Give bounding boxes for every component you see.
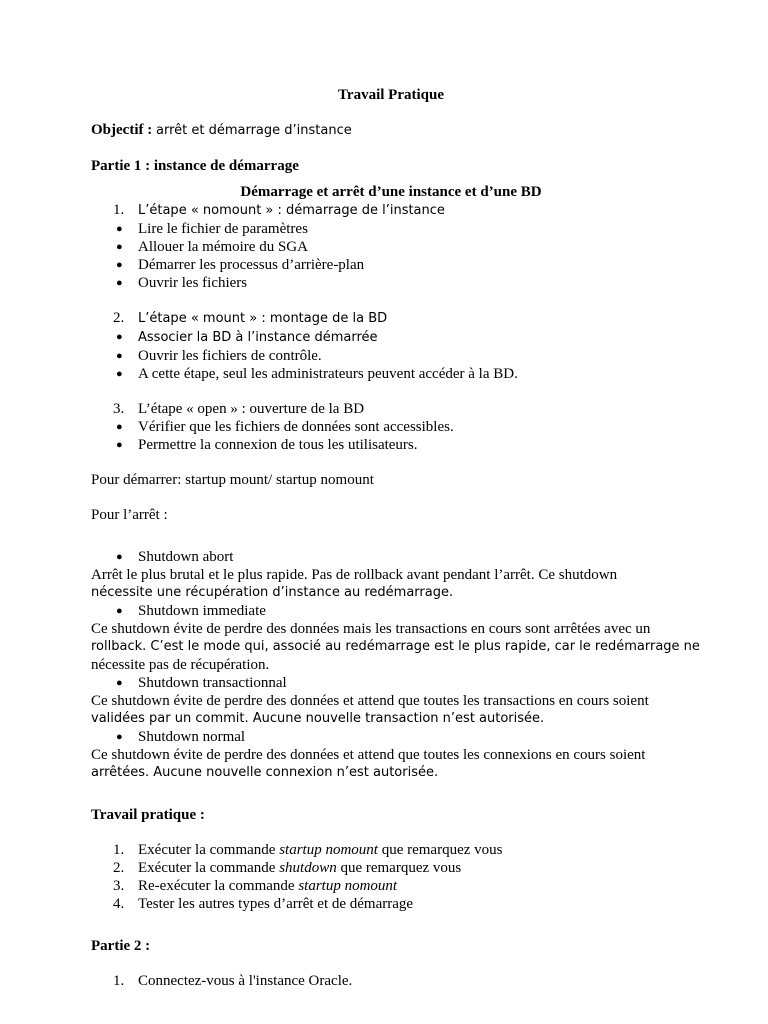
bullet-icon: ● [116,331,123,343]
list-item-text: A cette étape, seul les administrateurs peuvent accéder à la BD. [138,366,518,382]
step-1 [91,201,691,220]
list-item [91,220,691,238]
list-item [91,859,691,877]
bullet-icon: ● [116,368,123,380]
item-pre: Exécuter la commande [138,842,280,858]
step-text: L’étape « nomount » : démarrage de l’instance [138,203,445,218]
shutdown-name: Shutdown immediate [138,603,266,619]
item-number: 3. [113,878,125,894]
doc-title: Travail Pratique [338,87,444,103]
step-number: 1. [113,202,125,218]
list-item [91,347,691,365]
demarrer-line: Pour démarrer: startup mount/ startup nomount [91,472,374,488]
item-pre: Exécuter la commande [138,860,280,876]
shutdown-desc-line: nécessite pas de récupération. [91,657,270,673]
shutdown-item [91,602,691,620]
objectif-line [91,121,691,140]
partie1-subheading: Démarrage et arrêt d’une instance et d’une BD [240,184,542,200]
step-text: L’étape « mount » : montage de la BD [138,311,388,326]
objectif-label: Objectif : [91,122,153,138]
item-pre: Re-exécuter la commande [138,878,299,894]
document-page [91,86,700,990]
list-item-text: Associer la BD à l’instance démarrée [138,330,378,345]
bullet-icon: ● [116,277,123,289]
command-text: startup nomount [279,842,378,858]
item-text: Connectez-vous à l'instance Oracle. [138,973,353,989]
shutdown-desc-line: nécessite une récupération d’instance au redémarrage. [91,585,454,600]
list-item-text: Démarrer les processus d’arrière-plan [138,257,365,273]
list-item [91,972,691,990]
command-text: startup nomount [298,878,398,894]
bullet-icon: ● [116,439,123,451]
item-pre: Tester les autres types d’arrêt et de démarrage [138,896,414,912]
bullet-icon: ● [116,551,123,563]
step-3 [91,400,691,418]
shutdown-desc-line: Ce shutdown évite de perdre des données et attend que toutes les connexions en cours soient [91,747,646,763]
shutdown-desc-line: validées par un commit. Aucune nouvelle transaction n’est autorisée. [91,711,545,726]
item-number: 4. [113,896,125,912]
bullet-icon: ● [116,241,123,253]
command-text: shutdown [279,860,337,876]
list-item-text: Vérifier que les fichiers de données sont accessibles. [138,419,454,435]
step-text: L’étape « open » : ouverture de la BD [138,401,365,417]
list-item-text: Ouvrir les fichiers de contrôle. [138,348,322,364]
list-item-text: Lire le fichier de paramètres [138,221,308,237]
list-item [91,256,691,274]
list-item-text: Permettre la connexion de tous les utilisateurs. [138,437,418,453]
objectif-text: arrêt et démarrage d’instance [155,123,352,138]
item-post: que remarquez vous [377,842,503,858]
list-item-text: Allouer la mémoire du SGA [138,239,308,255]
shutdown-item [91,728,691,746]
list-item [91,365,691,383]
item-number: 1. [113,842,125,858]
list-item [91,418,691,436]
item-number: 1. [113,973,125,989]
arret-line: Pour l’arrêt : [91,507,168,523]
list-item [91,841,691,859]
shutdown-desc-line: rollback. C’est le mode qui, associé au redémarrage est le plus rapide, car le redémarrage ne [91,639,700,654]
shutdown-desc-line: Ce shutdown évite de perdre des données mais les transactions en cours sont arrêtées avec un [91,621,651,637]
bullet-icon: ● [116,223,123,235]
bullet-icon: ● [116,259,123,271]
shutdown-desc-line: Arrêt le plus brutal et le plus rapide. Pas de rollback avant pendant l’arrêt. Ce shutdown [91,567,618,583]
item-post: que remarquez vous [336,860,462,876]
travail-heading: Travail pratique : [91,807,205,823]
list-item [91,328,691,347]
bullet-icon: ● [116,677,123,689]
list-item [91,877,691,895]
partie1-heading: Partie 1 : instance de démarrage [91,158,299,174]
shutdown-name: Shutdown transactionnal [138,675,287,691]
list-item [91,436,691,454]
shutdown-desc-line: arrêtées. Aucune nouvelle connexion n’est autorisée. [91,765,439,780]
bullet-icon: ● [116,605,123,617]
item-number: 2. [113,860,125,876]
list-item [91,895,691,913]
list-item [91,238,691,256]
step-2 [91,309,691,328]
shutdown-name: Shutdown normal [138,729,246,745]
bullet-icon: ● [116,731,123,743]
shutdown-name: Shutdown abort [138,549,234,565]
bullet-icon: ● [116,421,123,433]
partie2-heading: Partie 2 : [91,938,151,954]
step-number: 2. [113,310,125,326]
bullet-icon: ● [116,350,123,362]
shutdown-item [91,548,691,566]
shutdown-item [91,674,691,692]
shutdown-desc-line: Ce shutdown évite de perdre des données et attend que toutes les transactions en cours soient [91,693,649,709]
list-item-text: Ouvrir les fichiers [138,275,248,291]
list-item [91,274,691,292]
step-number: 3. [113,401,125,417]
